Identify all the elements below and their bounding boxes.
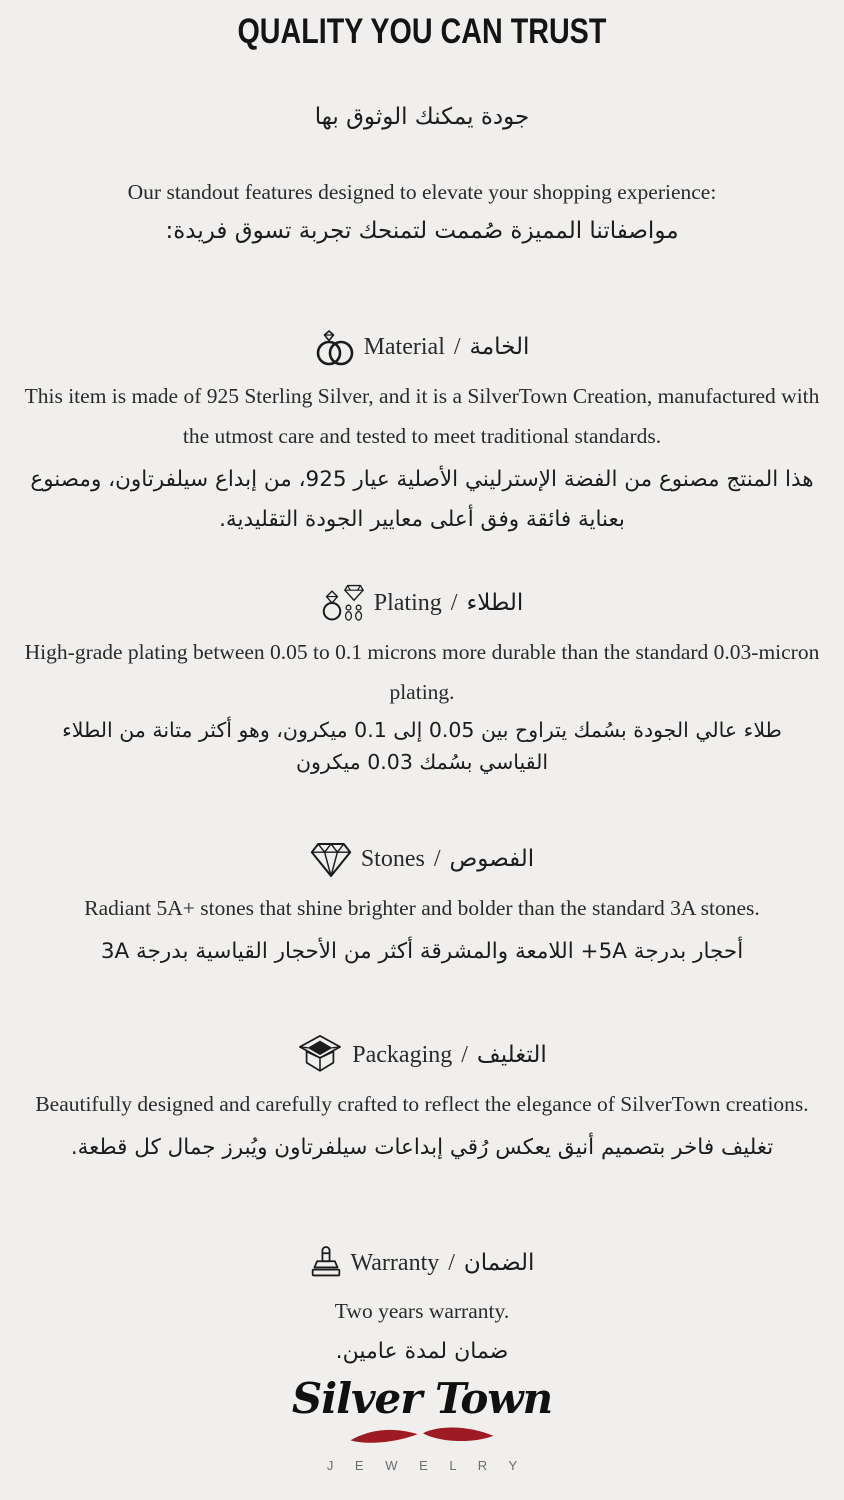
section-material-title-ar: الخامة (469, 334, 530, 360)
section-plating-body-ar: طلاء عالي الجودة بسُمك يتراوح بين 0.05 إلى 0.1 ميكرون، وهو أكثر متانة من الطلاء القياسي بسُمك 0.03 ميكرون (62, 718, 782, 774)
section-stones-heading (310, 836, 534, 882)
section-warranty-title-en: Warranty (350, 1249, 440, 1276)
diamond-icon (310, 840, 352, 879)
logo-swoosh-icon (347, 1422, 497, 1448)
page-subtitle-arabic: جودة يمكنك الوثوق بها (314, 104, 530, 130)
section-packaging-separator: / (461, 1041, 468, 1068)
section-material-heading (315, 324, 530, 370)
page-title-text: QUALITY YOU CAN TRUST (237, 12, 607, 51)
section-plating (0, 580, 844, 778)
section-packaging-body-en: Beautifully designed and carefully crafted to reflect the elegance of SilverTown creations. (35, 1092, 809, 1116)
section-warranty-title-ar: الضمان (463, 1250, 535, 1276)
section-packaging-heading (297, 1032, 546, 1078)
section-warranty-heading (310, 1240, 535, 1286)
section-plating-title-en: Plating (373, 589, 442, 616)
section-stones (0, 836, 844, 972)
silvertown-logo-subtext: J E W E L R Y (326, 1458, 527, 1473)
intro-text-arabic: مواصفاتنا المميزة صُممت لتمنحك تجربة تسوق فريدة: (165, 218, 679, 244)
page-title (197, 12, 647, 52)
silvertown-logo (291, 1374, 553, 1473)
stamp-icon (310, 1244, 342, 1282)
section-material-body-ar: هذا المنتج مصنوع من الفضة الإسترليني الأصلية عيار 925، من إبداع سيلفرتاون، ومصنوع بعناية فائقة وفق أعلى معايير الجودة التقليدية. (30, 467, 814, 532)
section-warranty (0, 1240, 844, 1370)
section-stones-title-ar: الفصوص (449, 846, 535, 872)
section-packaging-body-ar: تغليف فاخر بتصميم أنيق يعكس رُقي إبداعات سيلفرتاون ويُبرز جمال كل قطعة. (70, 1135, 774, 1160)
intro-text-english: Our standout features designed to elevate your shopping experience: (127, 180, 717, 204)
section-packaging-title-en: Packaging (352, 1041, 453, 1068)
section-material-separator: / (453, 333, 461, 360)
section-plating-title-ar: الطلاء (466, 590, 524, 616)
section-plating-heading (321, 580, 524, 626)
section-material-body-en: This item is made of 925 Sterling Silver, and it is a SilverTown Creation, manufactured with the utmost care and tested to meet traditional standards. (24, 384, 820, 448)
section-packaging (0, 1032, 844, 1168)
section-stones-body-en: Radiant 5A+ stones that shine brighter and bolder than the standard 3A stones. (84, 896, 760, 920)
section-stones-title-en: Stones (360, 845, 425, 872)
section-packaging-title-ar: التغليف (476, 1042, 547, 1068)
section-stones-separator: / (433, 845, 441, 872)
section-plating-body-en: High-grade plating between 0.05 to 0.1 microns more durable than the standard 0.03-micron plating. (24, 640, 820, 704)
open-box-icon (297, 1032, 343, 1078)
wedding-rings-icon (315, 328, 355, 366)
section-material (0, 324, 844, 540)
section-warranty-separator: / (448, 1249, 455, 1276)
section-warranty-body-ar: ضمان لمدة عامين. (335, 1339, 509, 1364)
section-plating-separator: / (450, 589, 458, 616)
section-material-title-en: Material (363, 333, 445, 360)
section-stones-body-ar: أحجار بدرجة 5A+ اللامعة والمشرقة أكثر من الأحجار القياسية بدرجة 3A (100, 939, 744, 964)
jewelry-set-icon (321, 581, 365, 625)
silvertown-logo-wordmark: Silver Town (291, 1374, 553, 1423)
section-warranty-body-en: Two years warranty. (334, 1299, 510, 1323)
